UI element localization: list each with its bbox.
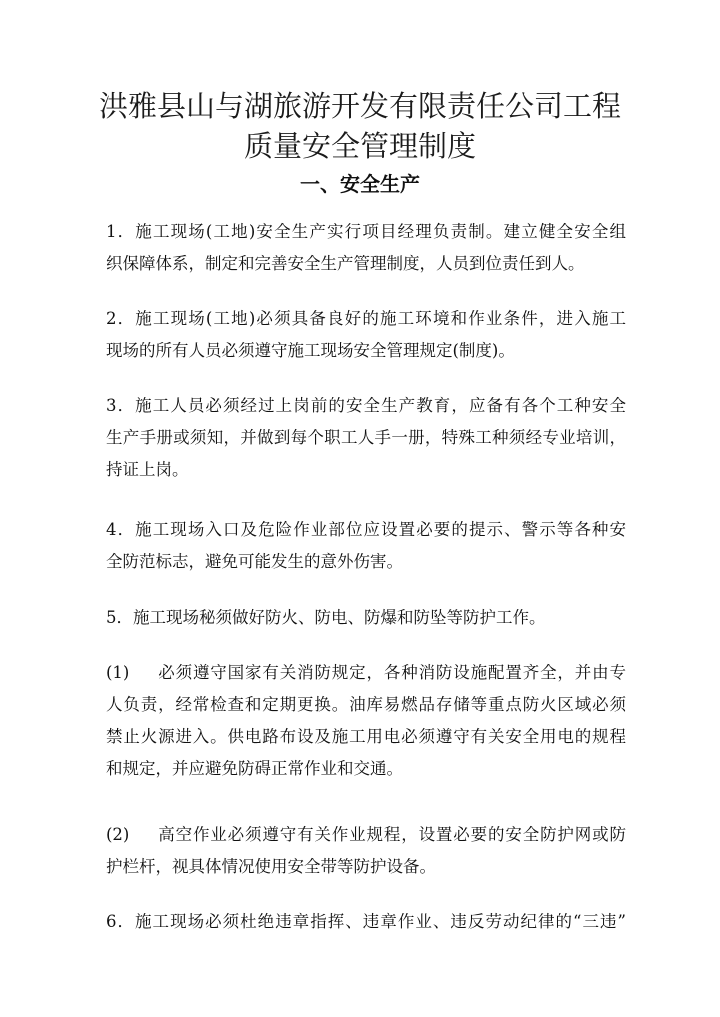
paragraph-4	[106, 514, 626, 578]
paragraph-line: 禁止火源进入。供电路布设及施工用电必须遵守有关安全用电的规程	[106, 727, 626, 746]
paragraph-line	[106, 657, 626, 689]
paragraph-line: 现场的所有人员必须遵守施工现场安全管理规定(制度)。	[106, 341, 515, 360]
paragraph-line: 人负责，经常检查和定期更换。油库易燃品存储等重点防火区域必须	[106, 695, 626, 714]
sub-item-2	[106, 819, 626, 883]
paragraph-line: 生产手册或须知，并做到每个职工人手一册，特殊工种须经专业培训，	[106, 428, 626, 447]
paragraph-line: 4．施工现场入口及危险作业部位应设置必要的提示、警示等各种安	[106, 520, 626, 539]
paragraph-line: 和规定，并应避免防碍正常作业和交通。	[106, 759, 403, 778]
paragraph-line: 织保障体系，制定和完善安全生产管理制度，人员到位责任到人。	[106, 254, 585, 273]
paragraph-line: 护栏杆，视具体情况使用安全带等防护设备。	[106, 857, 436, 876]
document-title-line-2: 质量安全管理制度	[243, 129, 476, 163]
paragraph-line: 1．施工现场(工地)安全生产实行项目经理负责制。建立健全安全组	[106, 222, 626, 241]
section-heading: 一、安全生产	[300, 172, 420, 196]
paragraph-5	[106, 602, 626, 634]
paragraph-line: 全防范标志，避免可能发生的意外伤害。	[106, 552, 403, 571]
paragraph-2	[106, 303, 626, 367]
paragraph-line: 2．施工现场(工地)必须具备良好的施工环境和作业条件，进入施工	[106, 309, 626, 328]
paragraph-line: 5．施工现场秘须做好防火、防电、防爆和防坠等防护工作。	[106, 608, 546, 627]
paragraph-line	[106, 819, 626, 851]
paragraph-6	[106, 906, 626, 938]
paragraph-line: 3．施工人员必须经过上岗前的安全生产教育，应备有各个工种安全	[106, 396, 626, 415]
document-title-line-1: 洪雅县山与湖旅游开发有限责任公司工程	[98, 89, 621, 123]
paragraph-1	[106, 216, 626, 280]
sub-item-label: (2)	[106, 825, 130, 844]
paragraph-3	[106, 390, 626, 486]
paragraph-line: 6．施工现场必须杜绝违章指挥、违章作业、违反劳动纪律的“三违”	[106, 912, 626, 931]
sub-item-label: (1)	[106, 663, 130, 682]
sub-item-text: 高空作业必须遵守有关作业规程，设置必要的安全防护网或防	[157, 825, 626, 844]
sub-item-1	[106, 657, 626, 785]
paragraph-line: 持证上岗。	[106, 460, 189, 479]
sub-item-text: 必须遵守国家有关消防规定，各种消防设施配置齐全，并由专	[157, 663, 626, 682]
